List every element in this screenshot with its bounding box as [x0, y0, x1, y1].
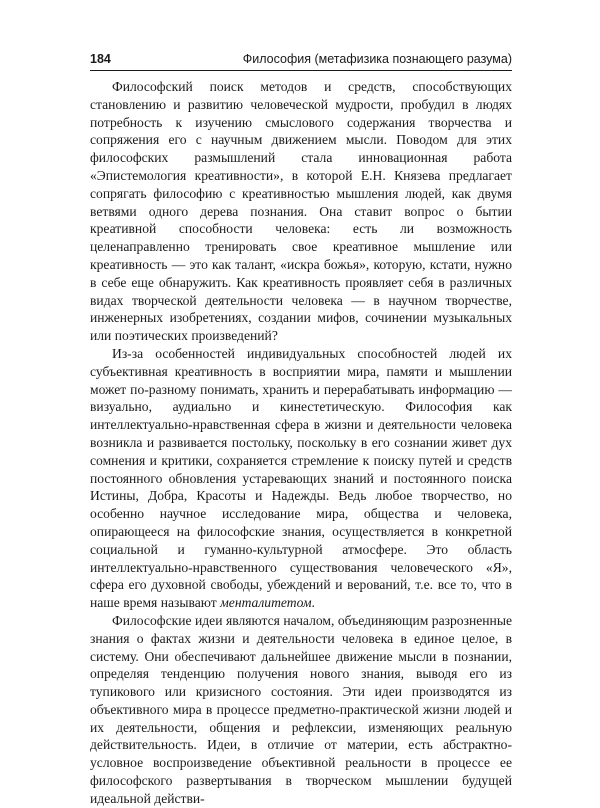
- body-text: [90, 78, 512, 808]
- paragraph-text: Философский поиск методов и средств, способствующих становлению и развитию человеческой мудрости, пробудил в людях потребность к изучению смыслового содержания творчества и сопряжения его с научным движением мысли. Поводом для этих философских размышлений стала инновационная работа «Эпистемология креативности», в которой Е.Н. Князева предлагает сопрягать философию с креативностью мышления людей, как двумя ветвями одного дерева познания. Она ставит вопрос о бытии креативной способности человека: есть ли возможность целенаправленно тренировать свое креативное мышление или креативность — это как талант, «искра божья», которую, кстати, нужно в себе еще обнаружить. Как креативность проявляет себя в различных видах творческой деятельности человека — в научном творчестве, инженерных изобретениях, создании мифов, сочинении музыкальных или поэтических произведений?: [90, 79, 512, 344]
- header-rule: [90, 70, 512, 71]
- paragraph-2: [90, 345, 512, 612]
- running-title: Философия (метафизика познающего разума): [242, 52, 512, 66]
- page-number: 184: [90, 52, 111, 66]
- paragraph-text: Из-за особенностей индивидуальных способностей людей их субъективная креативность в восприятии мира, памяти и мышлении может по-разному понимать, хранить и перерабатывать информацию — визуально, аудиально и кинестетическую. Философия как интеллектуально-нравственная сфера в жизни и деятельности человека возникла и развивается постольку, поскольку в его сознании живет дух сомнения и критики, сохраняется стремление к поиску путей и средств постоянного обновления устаревающих знаний и постоянного поиска Истины, Добра, Красоты и Надежды. Ведь любое творчество, но особенно научное исследование мира, общества и человека, опирающееся на философские знания, осуществляется в конкретной социальной и гуманно-культурной атмосфере. Это область интеллектуально-нравственного существования человеческого «Я», сфера его духовной свободы, убеждений и верований, т.е. все то, что в наше время называют: [90, 345, 512, 611]
- paragraph-1: [90, 78, 512, 345]
- paragraph-text: Философские идеи являются началом, объединяющим разрозненные знания о фактах жизни и деятельности человека в единое целое, в систему. Они обеспечивают дальнейшее движение мысли в познании, определяя тенденцию получения нового знания, выводя его из тупикового или кризисного состояния. Эти идеи производятся из объективного мира в процессе предметно-практической жизни людей и их деятельности, общения и рефлексии, изменяющих реальную действительность. Идеи, в отличие от материи, есть абстрактно-условное воспроизведение объективной реальности в процессе ее философского развертывания в творческом мышлении будущей идеальной действи-: [90, 612, 512, 806]
- page-header: [90, 50, 512, 70]
- paragraph-3: [90, 612, 512, 808]
- paragraph-tail: .: [311, 595, 315, 611]
- emphasized-term: менталитетом: [220, 595, 312, 611]
